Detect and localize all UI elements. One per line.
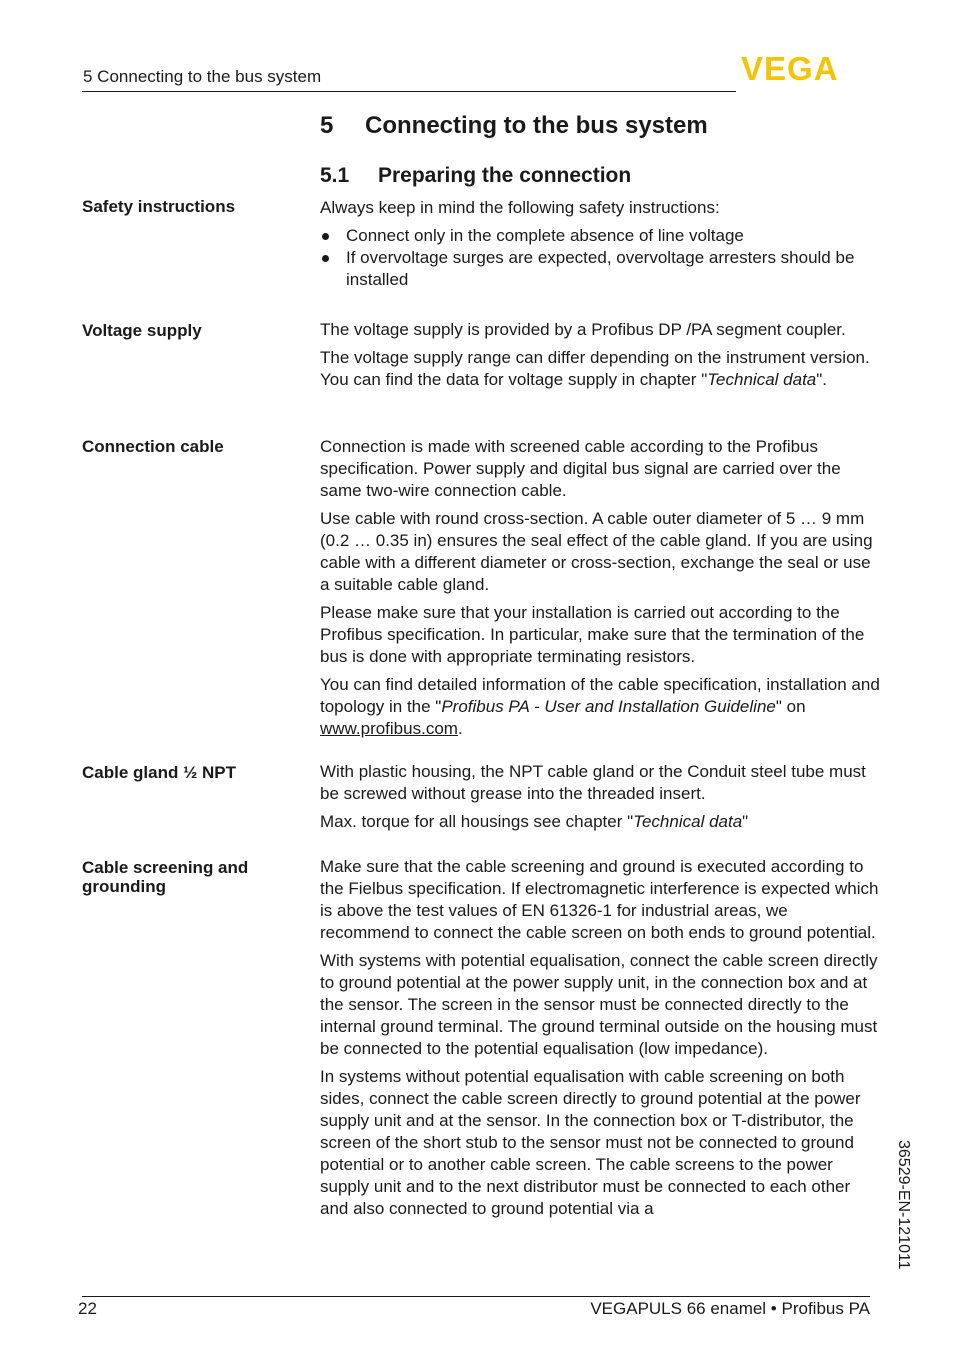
- gland-body: [320, 761, 880, 839]
- cable-p2: Use cable with round cross-section. A cable outer diameter of 5 … 9 mm (0.2 … 0.35 in) ensures the seal effect of the cable gland. If you are using cable with a different diameter or cross-section, exchange the seal or use a suitable cable gland.: [320, 509, 873, 594]
- cable-body: [320, 436, 880, 746]
- section-number: 5.1: [320, 164, 350, 187]
- page-number: 22: [78, 1299, 97, 1318]
- safety-body: [320, 197, 880, 291]
- section-title: [320, 164, 631, 188]
- list-item: If overvoltage surges are expected, overvoltage arresters should be installed: [320, 247, 880, 291]
- svg-text:VEGA: VEGA: [741, 53, 839, 83]
- side-label-gland: Cable gland ½ NPT: [82, 763, 236, 782]
- bullet-icon: [322, 255, 329, 262]
- chapter-title-text: Connecting to the bus system: [365, 112, 708, 139]
- voltage-body: [320, 319, 880, 397]
- voltage-p2: The voltage supply range can differ depending on the instrument version. You can find the data for voltage supply in chapter "Technical data".: [320, 348, 870, 389]
- profibus-link[interactable]: www.profibus.com: [320, 719, 458, 738]
- chapter-number: 5: [320, 112, 334, 139]
- header-rule: [82, 91, 736, 92]
- cable-p3: Please make sure that your installation is carried out according to the Profibus specification. In particular, make sure that the termination of the bus is done with appropriate terminating resistors.: [320, 603, 865, 666]
- screening-p2: With systems with potential equalisation, connect the cable screen directly to ground potential at the power supply unit, in the connection box and at the sensor. The screen in the sensor must be connected directly to the internal ground terminal. The ground terminal outside on the housing must be connected to the potential equalisation (low impedance).: [320, 951, 878, 1058]
- list-item: Connect only in the complete absence of line voltage: [320, 225, 880, 247]
- bullet-icon: [322, 233, 329, 240]
- screening-p1: Make sure that the cable screening and ground is executed according to the Fielbus specification. If electromagnetic interference is expected which is above the test values of EN 61326-1 for industrial areas, we recommend to connect the cable screen on both ends to ground potential.: [320, 857, 879, 942]
- gland-p2: Max. torque for all housings see chapter "Technical data": [320, 812, 749, 831]
- voltage-p1: The voltage supply is provided by a Profibus DP /PA segment coupler.: [320, 320, 846, 339]
- cable-p1: Connection is made with screened cable according to the Profibus specification. Power supply and digital bus signal are carried over the same two-wire connection cable.: [320, 437, 841, 500]
- side-label-screening: Cable screening and grounding: [82, 858, 249, 896]
- side-label-cable: Connection cable: [82, 437, 224, 456]
- footer-doc-title: VEGAPULS 66 enamel • Profibus PA: [590, 1299, 870, 1318]
- section-title-text: Preparing the connection: [378, 164, 632, 187]
- cable-p4: You can find detailed information of the cable specification, installation and topology in the "Profibus PA - User and Installation Guideline" on www.profibus.com.: [320, 675, 880, 738]
- screening-p3: In systems without potential equalisation with cable screening on both sides, connect the cable screen directly to ground potential at the power supply unit and at the sensor. In the connection box or T-distributor, the screen of the short stub to the sensor must not be connected to ground potential or to another cable screen. The cable screens to the power supply unit and to the next distributor must be connected to each other and also connected to ground potential via a: [320, 1067, 861, 1218]
- safety-intro: Always keep in mind the following safety instructions:: [320, 198, 720, 217]
- vega-logo: [741, 53, 873, 83]
- side-label-voltage: Voltage supply: [82, 321, 202, 340]
- footer-rule: [82, 1296, 870, 1297]
- gland-p1: With plastic housing, the NPT cable gland or the Conduit steel tube must be screwed without grease into the threaded insert.: [320, 762, 866, 803]
- screening-body: [320, 856, 880, 1226]
- chapter-title: [320, 112, 708, 140]
- document-code: 36529-EN-121011: [895, 1140, 912, 1270]
- running-header: 5 Connecting to the bus system: [83, 67, 322, 86]
- safety-bullet-list: [320, 225, 880, 291]
- side-label-safety: Safety instructions: [82, 197, 236, 216]
